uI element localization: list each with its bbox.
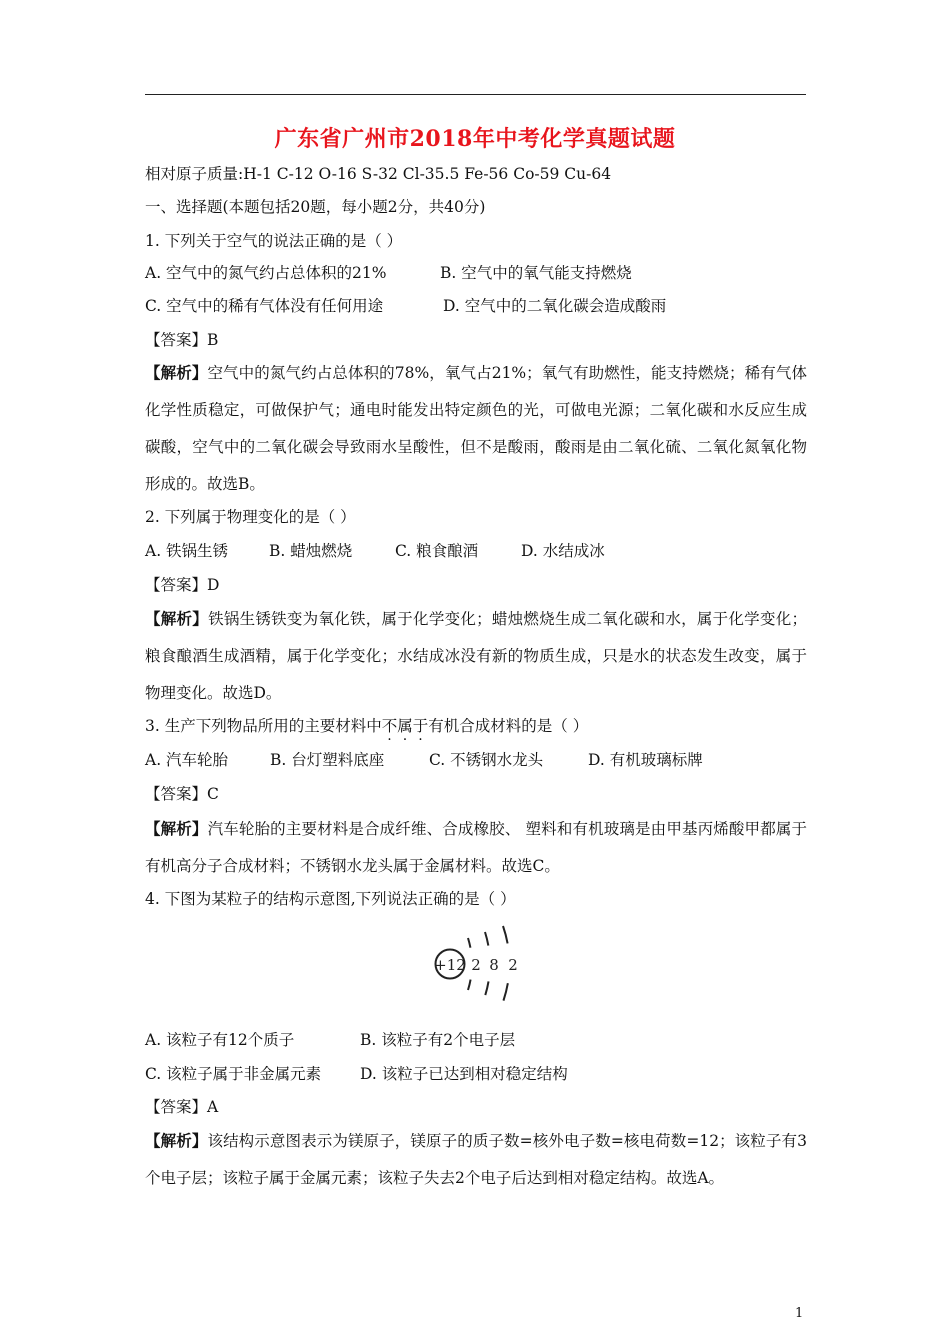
analysis-label: 【解析】	[145, 363, 208, 382]
q2-analysis	[145, 600, 807, 712]
answer-label: 【答案】	[145, 576, 208, 594]
analysis-text: 该结构示意图表示为镁原子，镁原子的质子数=核外电子数=核电荷数=12；该粒子有3个电子层；该粒子属于金属元素；该粒子失去2个电子后达到相对稳定结构。故选A。	[145, 1132, 807, 1187]
q4-answer	[145, 1097, 218, 1117]
q4-options-row2	[145, 1064, 568, 1084]
page-number: 1	[795, 1306, 804, 1321]
nucleus-charge: +12	[434, 956, 466, 974]
q2-option-c: C. 粮食酿酒	[395, 542, 479, 560]
q3-option-d: D. 有机玻璃标牌	[588, 751, 703, 769]
emphasis-char: 属	[397, 717, 413, 735]
analysis-label: 【解析】	[145, 1131, 208, 1150]
q3-analysis	[145, 810, 807, 885]
q3-answer	[145, 784, 219, 804]
answer-label: 【答案】	[145, 785, 208, 803]
header-rule	[145, 94, 806, 95]
q1-answer	[145, 330, 218, 350]
answer-value: B	[207, 331, 219, 349]
q2-option-b: B. 蜡烛燃烧	[269, 542, 353, 560]
q3-stem-pre: 3. 生产下列物品所用的主要材料中	[145, 717, 382, 735]
emphasis-char: 于	[412, 717, 429, 735]
answer-label: 【答案】	[145, 331, 208, 349]
q4-option-a: A. 该粒子有12个质子	[145, 1031, 295, 1049]
section-heading: 一、选择题(本题包括20题，每小题2分，共40分)	[145, 198, 486, 216]
q3-options-row	[145, 750, 703, 770]
emphasis-char: 不	[381, 717, 398, 735]
q3-option-a: A. 汽车轮胎	[145, 751, 229, 769]
q4-analysis	[145, 1122, 807, 1197]
q3-option-c: C. 不锈钢水龙头	[429, 751, 544, 769]
q4-option-c: C. 该粒子属于非金属元素	[145, 1065, 322, 1083]
shell-electron-count: 2	[471, 956, 481, 974]
q1-options-row2	[145, 296, 666, 316]
q4-option-b: B. 该粒子有2个电子层	[360, 1031, 516, 1049]
shell-electron-count: 8	[489, 956, 499, 974]
q4-stem: 4. 下图为某粒子的结构示意图,下列说法正确的是（ ）	[145, 890, 516, 908]
q4-options-row1	[145, 1030, 515, 1050]
q1-options-row1	[145, 263, 632, 283]
answer-value: C	[207, 785, 219, 803]
q4-option-d: D. 该粒子已达到相对稳定结构	[360, 1065, 568, 1083]
answer-value: D	[207, 576, 220, 594]
q1-option-c: C. 空气中的稀有气体没有任何用途	[145, 297, 384, 315]
atomic-mass-line: 相对原子质量:H-1 C-12 O-16 S-32 Cl-35.5 Fe-56 Co-59 Cu-64	[145, 165, 612, 183]
analysis-text: 空气中的氮气约占总体积的78%，氧气占21%；氧气有助燃性，能支持燃烧；稀有气体化学性质稳定，可做保护气；通电时能发出特定颜色的光，可做电光源；二氧化碳和水反应生成碳酸，空气中的二氧化碳会导致雨水呈酸性，但不是酸雨，酸雨是由二氧化硫、二氧化氮氧化物形成的。故选B。	[145, 364, 807, 493]
atom-structure-diagram	[430, 920, 526, 1004]
q2-option-a: A. 铁锅生锈	[145, 542, 229, 560]
q3-stem-post: 有机合成材料的是（ ）	[428, 717, 589, 735]
q1-option-b: B. 空气中的氧气能支持燃烧	[440, 264, 632, 282]
q1-analysis	[145, 354, 807, 503]
q3-option-b: B. 台灯塑料底座	[270, 751, 385, 769]
analysis-text: 汽车轮胎的主要材料是合成纤维、合成橡胶、 塑料和有机玻璃是由甲基丙烯酸甲都属于有机高分子合成材料；不锈钢水龙头属于金属材料。故选C。	[145, 820, 807, 875]
answer-value: A	[207, 1098, 219, 1116]
analysis-text: 铁锅生锈铁变为氧化铁，属于化学变化；蜡烛燃烧生成二氧化碳和水，属于化学变化；粮食酿酒生成酒精，属于化学变化；水结成冰没有新的物质生成，只是水的状态发生改变，属于物理变化。故选D。	[145, 610, 807, 702]
answer-label: 【答案】	[145, 1098, 208, 1116]
shell-electron-count: 2	[508, 956, 518, 974]
analysis-label: 【解析】	[145, 819, 208, 838]
q2-options-row	[145, 541, 605, 561]
q1-option-a: A. 空气中的氮气约占总体积的21%	[145, 264, 387, 282]
q2-answer	[145, 575, 219, 595]
q3-stem	[145, 716, 588, 736]
analysis-label: 【解析】	[145, 609, 209, 628]
q2-option-d: D. 水结成冰	[521, 542, 605, 560]
q1-stem: 1. 下列关于空气的说法正确的是（ ）	[145, 232, 403, 250]
q2-stem: 2. 下列属于物理变化的是（ ）	[145, 508, 356, 526]
q1-option-d: D. 空气中的二氧化碳会造成酸雨	[443, 297, 667, 315]
page-title: 广东省广州市2018年中考化学真题试题	[274, 126, 676, 152]
